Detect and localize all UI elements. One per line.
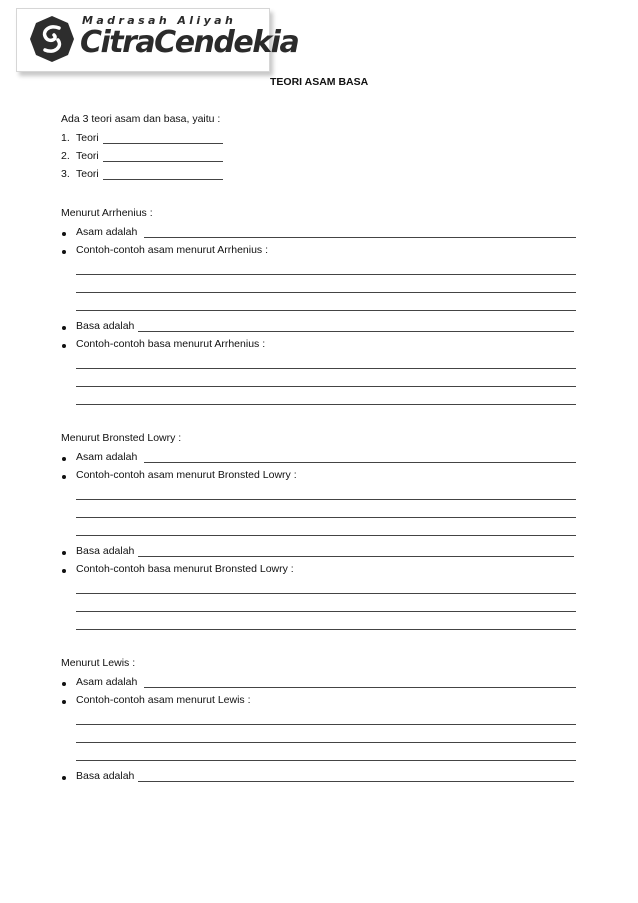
bullet [62,475,66,479]
bullet [62,326,66,330]
basa-definition-label: Basa adalah [76,320,135,332]
answer-line [76,724,576,725]
answer-line [144,462,576,463]
answer-line [76,368,576,369]
bullet [62,457,66,461]
answer-line [138,331,574,332]
bullet [62,569,66,573]
asam-examples-label: Contoh-contoh asam menurut Lewis : [76,694,251,706]
answer-line [76,499,576,500]
section-heading: Menurut Arrhenius : [61,207,153,219]
answer-line [76,517,576,518]
asam-definition-label: Asam adalah [76,226,138,238]
answer-line [138,556,574,557]
school-emblem-icon [28,14,76,64]
logo-subtitle: Madrasah Aliyah [82,14,237,27]
bullet [62,250,66,254]
answer-line [76,760,576,761]
intro-item-blank [103,161,223,162]
answer-line [76,611,576,612]
answer-line [76,386,576,387]
section-heading: Menurut Bronsted Lowry : [61,432,182,444]
intro-item-blank [103,179,223,180]
section-heading: Menurut Lewis : [61,657,136,669]
answer-line [76,593,576,594]
answer-line [138,781,574,782]
answer-line [76,292,576,293]
intro-item-label: Teori [76,150,99,162]
bullet [62,776,66,780]
basa-examples-label: Contoh-contoh basa menurut Bronsted Lowry : [76,563,294,575]
intro-item-label: Teori [76,132,99,144]
intro-text: Ada 3 teori asam dan basa, yaitu : [61,113,221,125]
asam-definition-label: Asam adalah [76,676,138,688]
basa-definition-label: Basa adalah [76,545,135,557]
bullet [62,551,66,555]
basa-examples-label: Contoh-contoh basa menurut Arrhenius : [76,338,266,350]
answer-line [144,687,576,688]
intro-item-blank [103,143,223,144]
answer-line [144,237,576,238]
intro-item-label: Teori [76,168,99,180]
logo-wordmark: CitraCendekia [80,25,299,60]
answer-line [76,310,576,311]
answer-line [76,274,576,275]
answer-line [76,404,576,405]
page-title: TEORI ASAM BASA [270,76,369,88]
answer-line [76,629,576,630]
answer-line [76,742,576,743]
answer-line [76,535,576,536]
school-logo [16,8,299,74]
basa-definition-label: Basa adalah [76,770,135,782]
bullet [62,232,66,236]
bullet [62,682,66,686]
asam-examples-label: Contoh-contoh asam menurut Arrhenius : [76,244,269,256]
asam-definition-label: Asam adalah [76,451,138,463]
bullet [62,700,66,704]
intro-item-number: 1. [61,132,70,144]
intro-item-number: 3. [61,168,70,180]
intro-item-number: 2. [61,150,70,162]
asam-examples-label: Contoh-contoh asam menurut Bronsted Lowry : [76,469,297,481]
bullet [62,344,66,348]
